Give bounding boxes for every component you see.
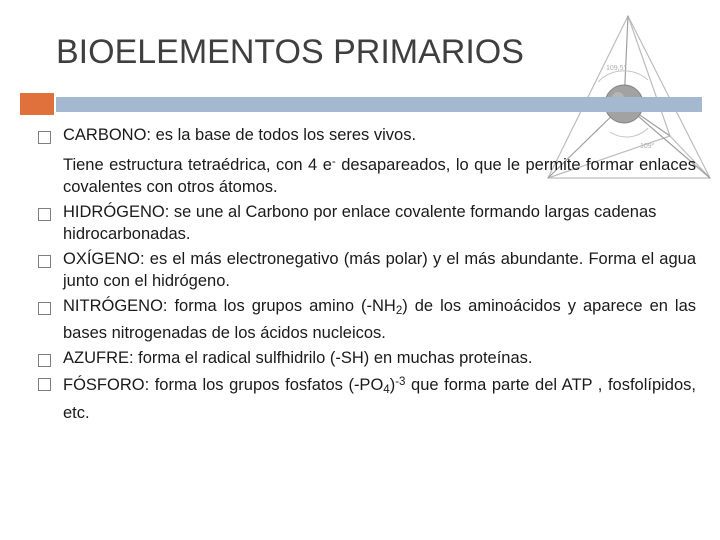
list-item-line: AZUFRE: forma el radical sulfhidrilo (-SH) en muchas proteínas. xyxy=(63,348,533,367)
list-item-line: FÓSFORO: forma los grupos fosfatos $(-PO_4)^{-3}$ que forma parte del ATP , fosfolípidos, etc. xyxy=(63,376,696,422)
bullet-square-icon xyxy=(38,302,51,315)
list-item-line: Tiene estructura tetraédrica, con 4 e- desapareados, lo que le permite formar enlaces covalentes con otros átomos. xyxy=(63,155,696,197)
list-item xyxy=(28,347,696,370)
bullet-square-icon xyxy=(38,378,51,391)
list-item-line: OXÍGENO: es el más electronegativo (más polar) y el más abundante. Forma el agua junto con el hidrógeno. xyxy=(63,249,696,291)
bullet-square-icon xyxy=(38,131,51,144)
list-item-body xyxy=(63,124,696,199)
title-underline-bar xyxy=(56,97,702,112)
list-item xyxy=(28,201,696,246)
bullet-square-icon xyxy=(38,255,51,268)
list-item xyxy=(28,295,696,345)
list-item-body xyxy=(63,371,696,424)
list-item-body xyxy=(63,347,696,370)
bullet-list xyxy=(28,124,696,426)
svg-text:109,5°: 109,5° xyxy=(606,65,627,72)
list-item-body xyxy=(63,248,696,293)
svg-text:109°: 109° xyxy=(640,143,655,150)
list-item-line: CARBONO: es la base de todos los seres vivos. xyxy=(63,126,417,144)
list-item-line: HIDRÓGENO: se une al Carbono por enlace covalente formando largas cadenas hidrocarbonadas. xyxy=(63,202,657,244)
title-accent-square xyxy=(20,93,54,115)
list-item-body xyxy=(63,201,696,246)
slide-title: BIOELEMENTOS PRIMARIOS xyxy=(56,33,524,71)
list-item xyxy=(28,371,696,424)
list-item-line: NITRÓGENO: forma los grupos amino $(-NH_2)$ de los aminoácidos y aparece en las bases nitrogenadas de los ácidos nucleicos. xyxy=(63,296,696,343)
bullet-square-icon xyxy=(38,354,51,367)
bullet-square-icon xyxy=(38,208,51,221)
list-item-body xyxy=(63,295,696,345)
list-item xyxy=(28,124,696,199)
list-item xyxy=(28,248,696,293)
